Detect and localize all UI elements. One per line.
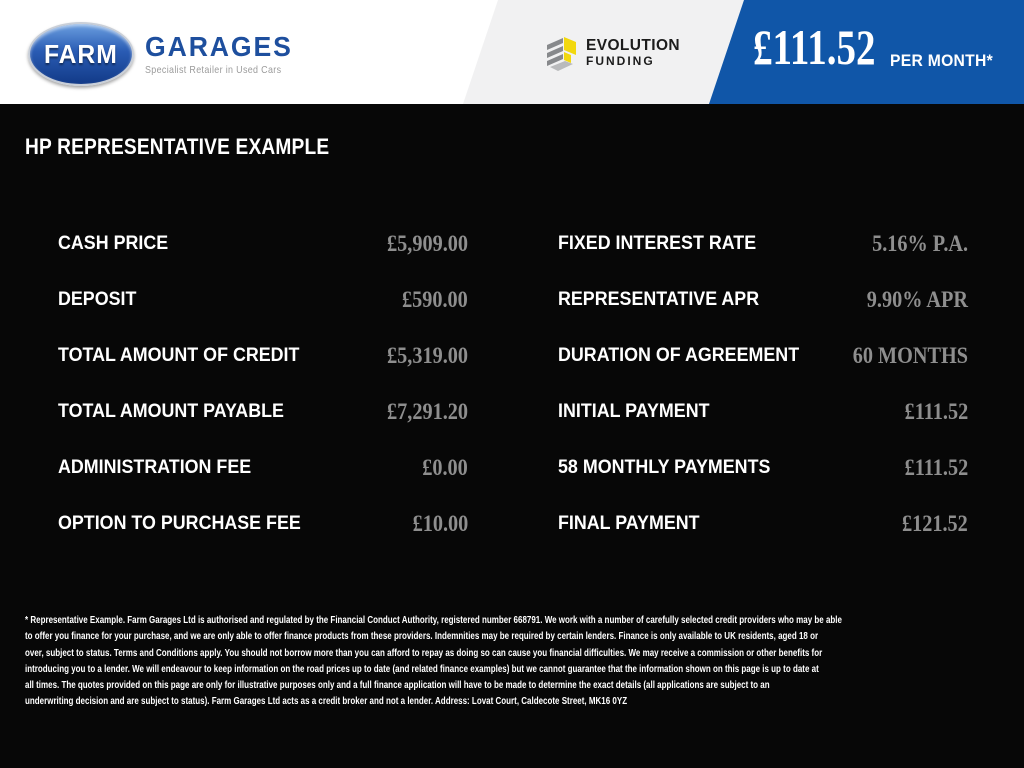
finance-right-column	[558, 216, 968, 552]
header	[0, 0, 1024, 104]
finance-row-final-payment	[558, 496, 968, 552]
row-label: DEPOSIT	[58, 289, 137, 310]
row-value: £5,319.00	[387, 343, 468, 368]
evolution-funding-logo	[544, 32, 680, 74]
row-label: TOTAL AMOUNT OF CREDIT	[58, 345, 300, 366]
row-label: INITIAL PAYMENT	[558, 401, 710, 422]
row-value: 60 MONTHS	[852, 343, 968, 368]
farm-oval-badge-icon	[28, 22, 134, 86]
disclaimer-line: underwriting decision and are subject to status). Farm Garages Ltd acts as a credit broker and not a lender. Address: Lovat Court, Caldecote Street, MK16 0YZ	[25, 696, 628, 708]
row-value: £5,909.00	[387, 231, 468, 256]
row-label: TOTAL AMOUNT PAYABLE	[58, 401, 284, 422]
disclaimer-line: to offer you finance for your purchase, and we are only able to offer finance products from these providers. Indemnities may be required by certain lenders. Finance is only available to UK residents, aged 18 or	[25, 631, 819, 643]
row-label: FIXED INTEREST RATE	[558, 233, 757, 254]
row-label: CASH PRICE	[58, 233, 169, 254]
row-value: £111.52	[904, 399, 968, 424]
row-value: £0.00	[422, 455, 468, 480]
row-label: REPRESENTATIVE APR	[558, 289, 760, 310]
finance-row-total-credit	[58, 328, 468, 384]
finance-row-total-payable	[58, 384, 468, 440]
finance-row-duration	[558, 328, 968, 384]
finance-row-monthly-payments	[558, 440, 968, 496]
monthly-price-period: PER MONTH*	[890, 52, 994, 70]
finance-row-initial-payment	[558, 384, 968, 440]
row-value: £7,291.20	[387, 399, 468, 424]
row-value: £121.52	[902, 511, 968, 536]
dealer-tagline: Specialist Retailer in Used Cars	[145, 63, 282, 76]
finance-left-column	[58, 216, 468, 552]
row-value: £590.00	[402, 287, 468, 312]
disclaimer-line: * Representative Example. Farm Garages Ltd is authorised and regulated by the Financial Conduct Authority, registered number 668791. We work with a number of carefully selected credit providers who may be able	[25, 615, 842, 626]
row-label: ADMINISTRATION FEE	[58, 457, 252, 478]
finance-row-deposit	[58, 272, 468, 328]
disclaimer-text	[25, 613, 1015, 711]
row-value: £10.00	[412, 511, 468, 536]
row-label: FINAL PAYMENT	[558, 513, 700, 534]
disclaimer-line: introducing you to a lender. We will endeavour to keep information on the road prices up to date (and related finance examples) but we cannot guarantee that the information shown on this page is up to date at	[25, 663, 819, 675]
row-value: 5.16% P.A.	[872, 231, 968, 256]
finance-row-interest-rate	[558, 216, 968, 272]
monthly-price-amount: £111.52	[753, 19, 876, 75]
disclaimer-line: all times. The quotes provided on this page are only for illustrative purposes only and a full finance application will have to be made to determine the exact details (all applications are subject to an	[25, 680, 770, 692]
funder-name-line1: EVOLUTION	[586, 37, 681, 54]
finance-row-admin-fee	[58, 440, 468, 496]
finance-row-apr	[558, 272, 968, 328]
row-value: £111.52	[904, 455, 968, 480]
row-label: DURATION OF AGREEMENT	[558, 345, 800, 366]
disclaimer-line: over, subject to status. Terms and Conditions apply. You should not borrow more than you can afford to repay as doing so can cause you financial difficulties. We may receive a commission or other benefits for	[25, 647, 823, 659]
funder-text-block	[586, 38, 680, 68]
evolution-funding-icon	[544, 32, 578, 74]
dealer-text-block	[145, 30, 305, 76]
dealer-name: GARAGES	[145, 30, 293, 62]
row-value: 9.90% APR	[866, 287, 968, 312]
farm-garages-logo	[28, 22, 305, 86]
farm-oval-text: FARM	[44, 38, 118, 69]
funder-name-line2: FUNDING	[586, 54, 655, 68]
page-title: HP REPRESENTATIVE EXAMPLE	[25, 134, 330, 159]
row-label: 58 MONTHLY PAYMENTS	[558, 457, 771, 478]
finance-row-cash-price	[58, 216, 468, 272]
finance-row-option-fee	[58, 496, 468, 552]
row-label: OPTION TO PURCHASE FEE	[58, 513, 301, 534]
